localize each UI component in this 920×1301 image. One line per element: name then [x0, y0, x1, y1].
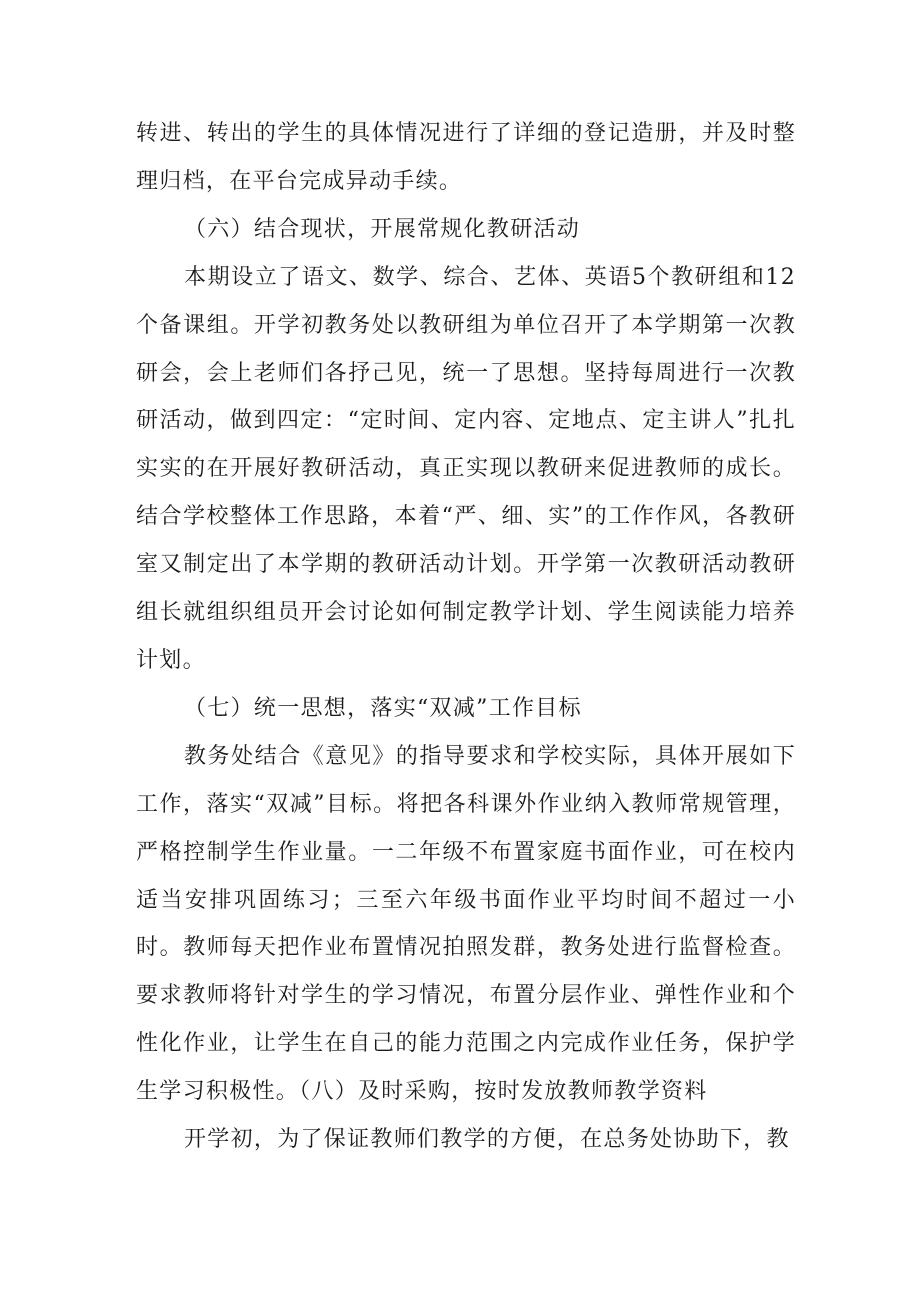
paragraph-double-reduction: 教务处结合《意见》的指导要求和学校实际，具体开展如下工作，落实“双减”目标。将把各科课外作业纳入教师常规管理，严格控制学生作业量。一二年级不布置家庭书面作业，可在校内适当安排巩固练习；三至六年级书面作业平均时间不超过一小时。教师每天把作业布置情况拍照发群，教务处进行监督检查。要求教师将针对学生的学习情况，布置分层作业、弹性作业和个性化作业，让学生在自己的能力范围之内完成作业任务，保护学生学习积极性。（八）及时采购，按时发放教师教学资料	[136, 743, 796, 1105]
section-heading-six: （六）结合现状，开展常规化教研活动	[184, 216, 581, 242]
section-heading-seven: （七）统一思想，落实“双减”工作目标	[184, 695, 582, 721]
document-body	[136, 110, 796, 1164]
paragraph-continuation: 转进、转出的学生的具体情况进行了详细的登记造册，并及时整理归档，在平台完成异动手续。	[136, 121, 796, 194]
paragraph-teaching-research: 本期设立了语文、数学、综合、艺体、英语5个教研组和12个备课组。开学初教务处以教研组为单位召开了本学期第一次教研会，会上老师们各抒己见，统一了思想。坚持每周进行一次教研活动，做到四定：“定时间、定内容、定地点、定主讲人”扎扎实实的在开展好教研活动，真正实现以教研来促进教师的成长。结合学校整体工作思路，本着“严、细、实”的工作作风，各教研室又制定出了本学期的教研活动计划。开学第一次教研活动教研组长就组织组员开会讨论如何制定教学计划、学生阅读能力培养计划。	[136, 264, 796, 673]
paragraph-materials-start: 开学初，为了保证教师们教学的方便，在总务处协助下，教	[184, 1127, 790, 1153]
